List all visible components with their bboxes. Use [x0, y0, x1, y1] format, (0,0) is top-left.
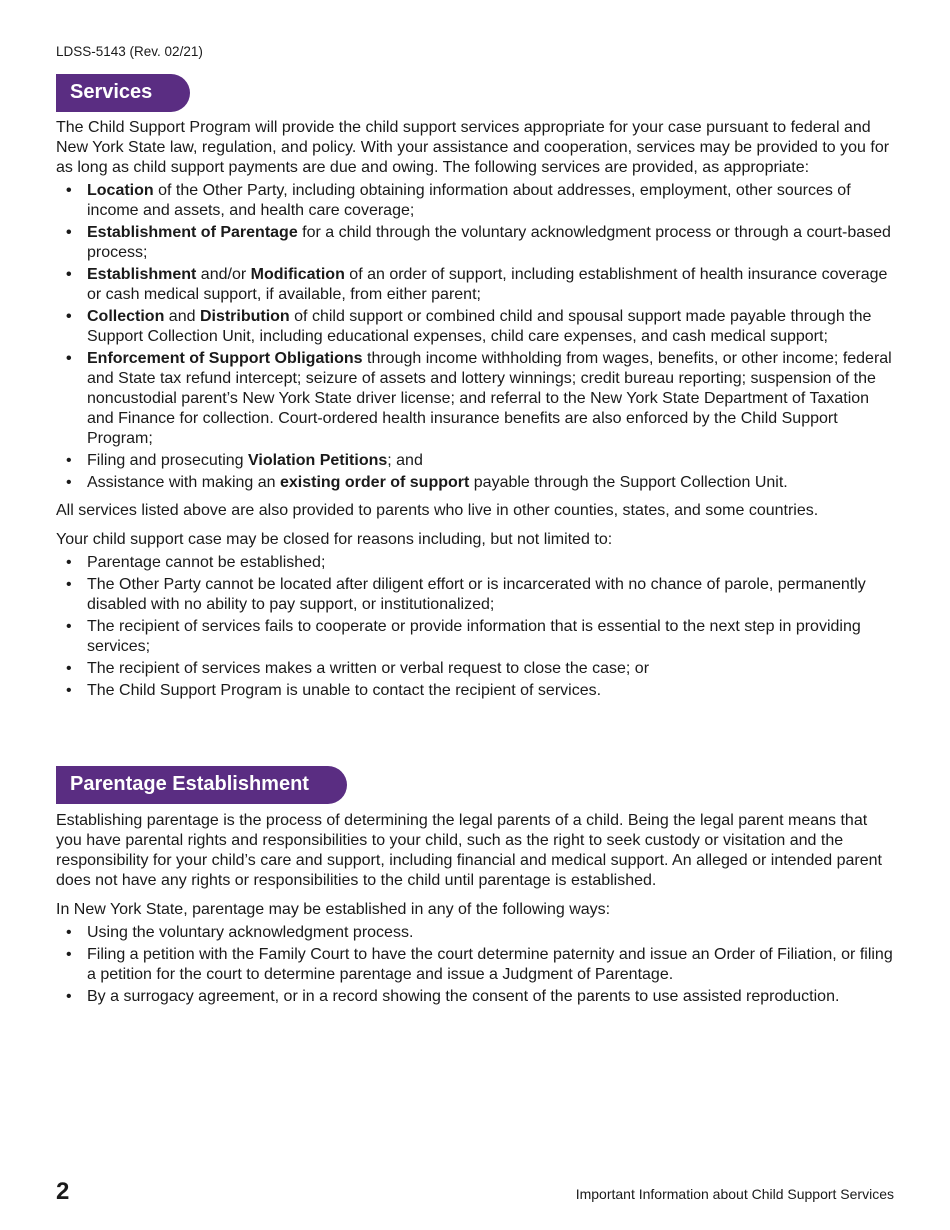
services-list [56, 181, 894, 493]
closure-list [56, 553, 894, 701]
list-item: • Establishment of Parentage for a child through the voluntary acknowledgment process or through a court-based process; [66, 224, 891, 261]
list-item: • Collection and Distribution of child support or combined child and spousal support made payable through the Support Collection Unit, including educational expenses, child care expenses, and cash medical support; [66, 308, 872, 345]
list-item: • Parentage cannot be established; [66, 554, 326, 571]
other-areas-text: All services listed above are also provided to parents who live in other counties, states, and some countries. [56, 502, 819, 519]
closure-intro: Your child support case may be closed for reasons including, but not limited to: [56, 531, 613, 548]
list-item: • Filing a petition with the Family Court to have the court determine paternity and issue an Order of Filiation, or filing a petition for the court to determine parentage and issue a Judgment of Parentage. [66, 946, 893, 983]
list-item: • Enforcement of Support Obligations through income withholding from wages, benefits, or other income; federal and State tax refund intercept; seizure of assets and lottery winnings; credit bureau reporting; suspension of the noncustodial parent’s New York State driver license; and referral to the New York State Department of Taxation and Finance for collection. Court-ordered health insurance benefits are also enforced by the Child Support Program; [66, 350, 892, 447]
parentage-ways-list [56, 923, 894, 1007]
parentage-ways-intro: In New York State, parentage may be established in any of the following ways: [56, 901, 611, 918]
page-number: 2 [56, 1178, 70, 1205]
list-item: • Filing and prosecuting Violation Petitions; and [66, 452, 423, 469]
list-item: • The Other Party cannot be located after diligent effort or is incarcerated with no chance of parole, permanently disabled with no ability to pay support, or institutionalized; [66, 576, 866, 613]
parentage-section [56, 766, 894, 1007]
services-section [56, 74, 894, 701]
form-id: LDSS-5143 (Rev. 02/21) [56, 44, 203, 59]
list-item: • Establishment and/or Modification of an order of support, including establishment of health insurance coverage or cash medical support, if available, from either parent; [66, 266, 888, 303]
list-item: • The Child Support Program is unable to contact the recipient of services. [66, 682, 602, 699]
services-heading: Services [56, 74, 190, 112]
parentage-heading: Parentage Establishment [56, 766, 347, 804]
footer-title: Important Information about Child Support Services [575, 1186, 894, 1202]
services-intro: The Child Support Program will provide the child support services appropriate for your case pursuant to federal and New York State law, regulation, and policy. With your assistance and cooperation, services may be provided to you for as long as child support payments are due and owing. The following services are provided, as appropriate: [56, 119, 890, 176]
list-item: • Location of the Other Party, including obtaining information about addresses, employment, other sources of income and assets, and health care coverage; [66, 182, 851, 219]
list-item: • By a surrogacy agreement, or in a record showing the consent of the parents to use assisted reproduction. [66, 988, 840, 1005]
list-item: • Assistance with making an existing order of support payable through the Support Collection Unit. [66, 474, 788, 491]
list-item: • The recipient of services makes a written or verbal request to close the case; or [66, 660, 650, 677]
list-item: • The recipient of services fails to cooperate or provide information that is essential to the next step in providing services; [66, 618, 861, 655]
list-item: • Using the voluntary acknowledgment process. [66, 924, 414, 941]
parentage-intro: Establishing parentage is the process of determining the legal parents of a child. Being the legal parent means that you have parental rights and responsibilities to your child, such as the right to seek custody or visitation and the responsibility for your child’s care and support, including financial and medical support. An alleged or intended parent does not have any rights or responsibilities to the child until parentage is established. [56, 812, 882, 889]
